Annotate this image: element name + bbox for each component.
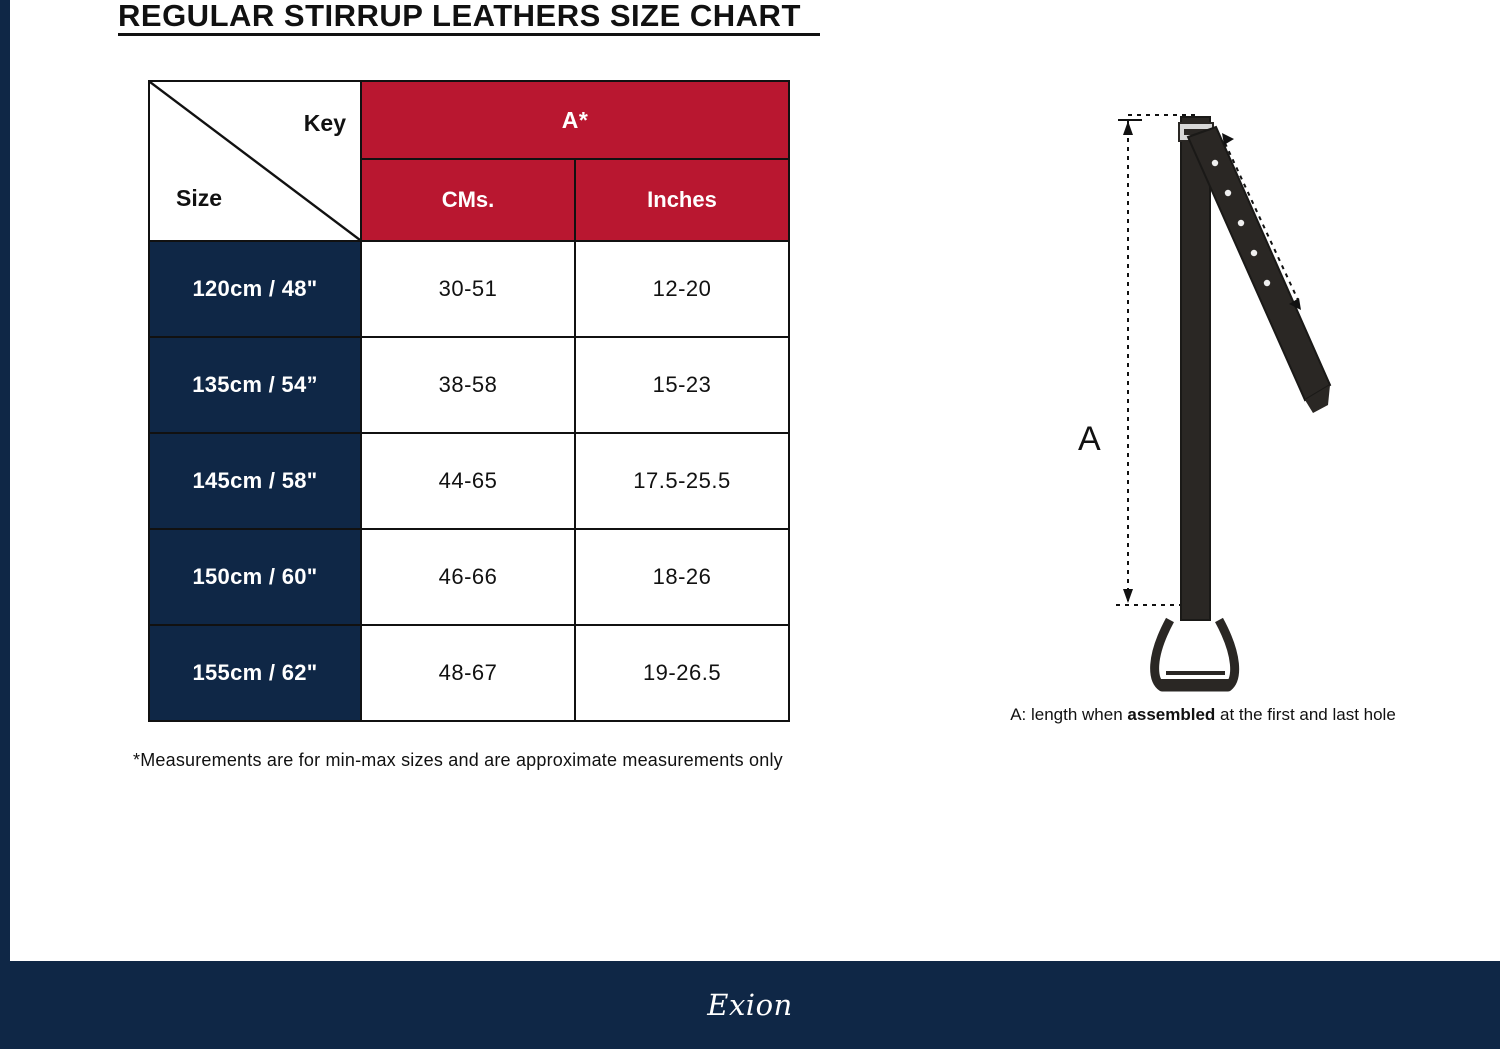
- row-size-2: 145cm / 58": [149, 433, 361, 529]
- column-header-cm: CMs.: [361, 159, 575, 241]
- caption-prefix: A: length when: [1010, 705, 1128, 724]
- caption-suffix: at the first and last hole: [1215, 705, 1396, 724]
- table-row: [149, 625, 789, 721]
- row-size-4: 155cm / 62": [149, 625, 361, 721]
- row-size-3: 150cm / 60": [149, 529, 361, 625]
- corner-diagonal-line: [150, 82, 360, 240]
- left-accent-bar: [0, 0, 10, 1049]
- table-corner-cell: [149, 81, 361, 241]
- column-header-inches: Inches: [575, 159, 789, 241]
- size-table: [148, 80, 790, 722]
- table-row: [149, 433, 789, 529]
- caption-bold: assembled: [1127, 705, 1216, 724]
- dimension-label-a: A: [1078, 420, 1101, 458]
- row-cm-4: 48-67: [361, 625, 575, 721]
- corner-key-label: Key: [303, 110, 346, 136]
- corner-size-label: Size: [176, 185, 223, 211]
- title-underline: [118, 33, 820, 36]
- group-header-a: A*: [361, 81, 789, 159]
- table-header-row-1: [149, 81, 789, 159]
- footer-bar: [0, 961, 1500, 1049]
- row-inches-0: 12-20: [575, 241, 789, 337]
- size-table-container: [148, 80, 788, 722]
- row-inches-2: 17.5-25.5: [575, 433, 789, 529]
- stirrup-leather-diagram: [1010, 75, 1430, 715]
- row-inches-4: 19-26.5: [575, 625, 789, 721]
- measurement-footnote: *Measurements are for min-max sizes and are approximate measurements only: [133, 750, 783, 770]
- diagram-caption: [968, 705, 1438, 725]
- table-row: [149, 241, 789, 337]
- row-cm-1: 38-58: [361, 337, 575, 433]
- row-size-1: 135cm / 54”: [149, 337, 361, 433]
- row-cm-0: 30-51: [361, 241, 575, 337]
- brand-logo: Exion: [707, 988, 793, 1022]
- row-cm-3: 46-66: [361, 529, 575, 625]
- page-title: REGULAR STIRRUP LEATHERS SIZE CHART: [118, 0, 801, 33]
- row-size-0: 120cm / 48": [149, 241, 361, 337]
- row-cm-2: 44-65: [361, 433, 575, 529]
- table-row: [149, 337, 789, 433]
- row-inches-1: 15-23: [575, 337, 789, 433]
- row-inches-3: 18-26: [575, 529, 789, 625]
- table-row: [149, 529, 789, 625]
